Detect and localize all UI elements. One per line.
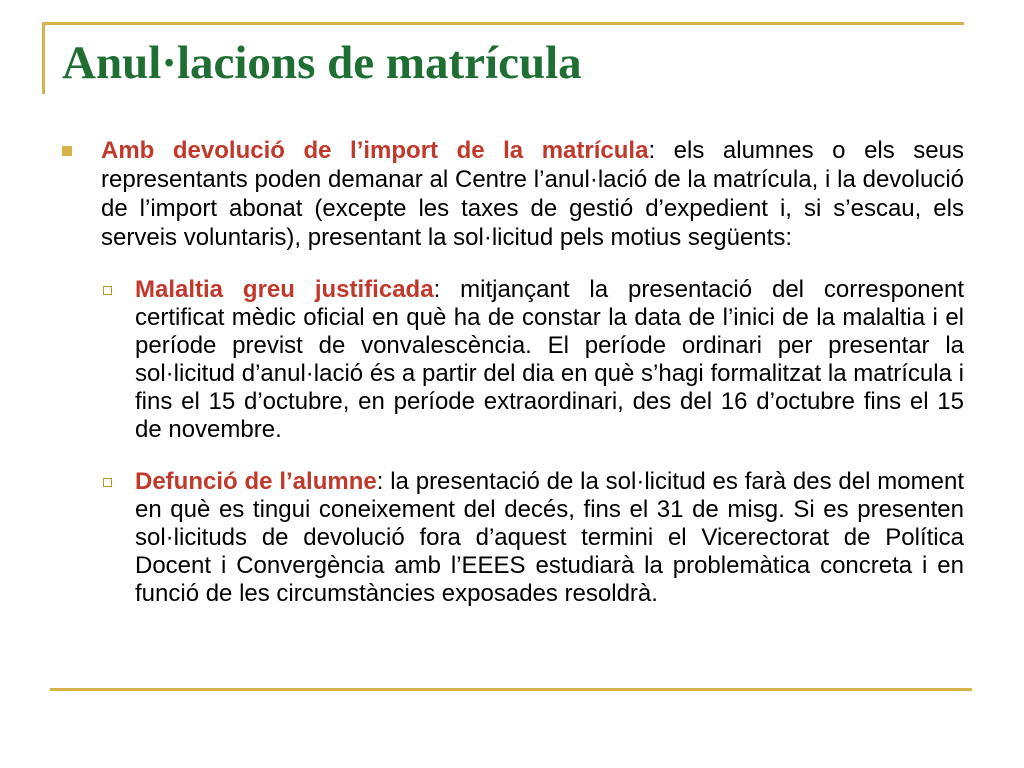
- main-item-text: : els alumnes o els seus representants poden demanar al Centre l’anul·lació de la matrícula, i la devolució de l’import abonat (excepte les taxes de gestió d’expedient i, si s’escau, els serveis voluntaris), presentant la sol·licitud pels motius següents:: [101, 137, 965, 251]
- sub-item-text: : la presentació de la sol·licitud es farà des del moment en què es tingui coneixement del decés, fins el 31 de misg. Si es presenten sol·licituds de devolució fora d’aquest termini el Vicerectorat de Política Docent i Convergència amb l’EEES estudiarà la problemàtica concreta i en funció de les circumstàncies exposades resoldrà.: [135, 468, 964, 607]
- square-bullet-icon: [62, 146, 72, 156]
- sub-bullet-item: [101, 276, 964, 444]
- sub-bullet-list: [62, 276, 964, 608]
- sub-item-text: : mitjançant la presentació del corresponent certificat mèdic oficial en què ha de constar la data de l’inici de la malaltia i el període previst de vonvalescència. El període ordinari per presentar la sol·licitud d’anul·lació és a partir del dia en què s’hagi formalitzat la matrícula i fins el 15 d’octubre, en període extraordinari, des del 16 d’octubre fins el 15 de novembre.: [135, 276, 965, 443]
- sub-item-heading: Defunció de l’alumne: [135, 468, 377, 495]
- frame-top-line: [42, 22, 964, 25]
- main-bullet-item: [62, 136, 964, 252]
- hollow-square-bullet-icon: [103, 478, 112, 487]
- frame-bottom-line: [50, 688, 972, 691]
- frame-left-line: [42, 22, 45, 94]
- slide-content: [62, 136, 964, 614]
- main-item-heading: Amb devolució de l’import de la matrícula: [101, 137, 649, 164]
- hollow-square-bullet-icon: [103, 286, 112, 295]
- sub-bullet-item: [101, 468, 964, 608]
- slide-title: Anul·lacions de matrícula: [62, 37, 582, 89]
- sub-item-heading: Malaltia greu justificada: [135, 276, 434, 303]
